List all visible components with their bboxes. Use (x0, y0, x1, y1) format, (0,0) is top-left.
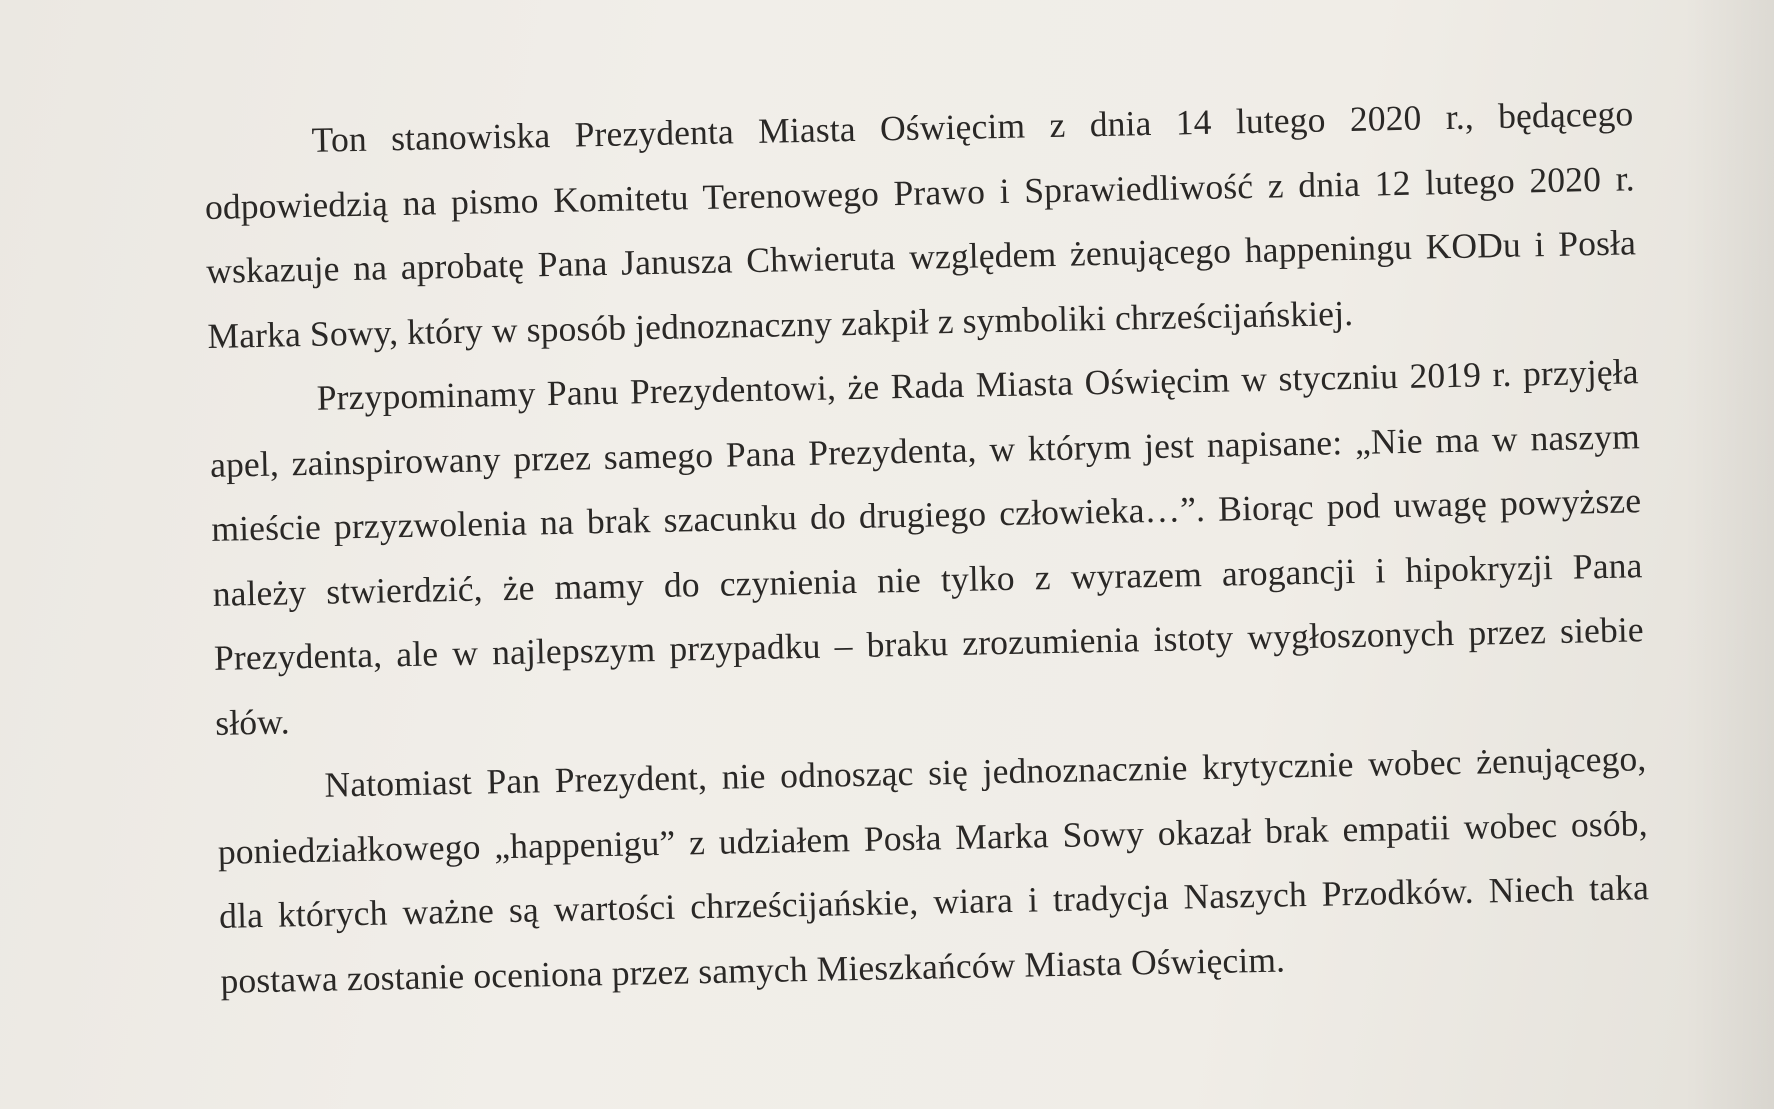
document-body (203, 81, 1651, 1013)
paragraph-1: Ton stanowiska Prezydenta Miasta Oświęcim z dnia 14 lutego 2020 r., będącego odpowiedzią na pismo Komitetu Terenowego Prawo i Sprawiedliwość z dnia 12 lutego 2020 r. wskazuje na aprobatę Pana Janusza Chwieruta względem żenującego happeningu KODu i Posła Marka Sowy, który w sposób jednoznaczny zakpił z symboliki chrześcijańskiej. (204, 93, 1637, 356)
paragraph-3: Natomiast Pan Prezydent, nie odnosząc się jednoznacznie krytycznie wobec żenującego, poniedziałkowego „happenigu” z udziałem Posła Marka Sowy okazał brak empatii wobec osób, dla których ważne są wartości chrześcijańskie, wiara i tradycja Naszych Przodków. Niech taka postawa zostanie oceniona przez samych Mieszkańców Miasta Oświęcim. (217, 738, 1650, 1001)
paragraph-2: Przypominamy Panu Prezydentowi, że Rada Miasta Oświęcim w styczniu 2019 r. przyjęła apel, zainspirowany przez samego Pana Prezydenta, w którym jest napisane: „Nie ma w naszym mieście przyzwolenia na brak szacunku do drugiego człowieka…”. Biorąc pod uwagę powyższe należy stwierdzić, że mamy do czynienia nie tylko z wyrazem arogancji i hipokryzji Pana Prezydenta, ale w najlepszym przypadku – braku zrozumienia istoty wygłoszonych przez siebie słów. (209, 351, 1645, 743)
page-shadow (1684, 0, 1774, 1109)
